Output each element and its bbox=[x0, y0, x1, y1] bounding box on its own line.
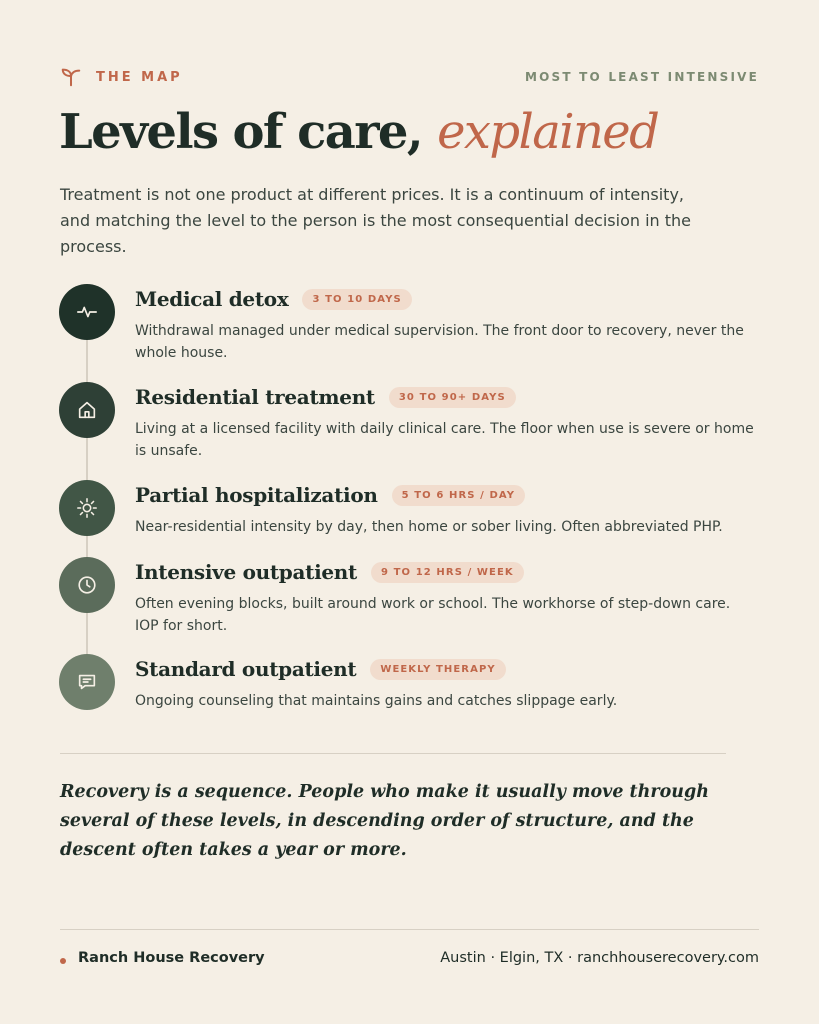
chat-icon bbox=[76, 671, 98, 693]
level-name: Medical detox bbox=[135, 287, 289, 311]
title-main: Levels of care, bbox=[59, 104, 422, 160]
closing-quote: Recovery is a sequence. People who make it usually move through several of these levels, in descending order of structure, and the descent often takes a year or more. bbox=[60, 782, 709, 860]
sprout-icon bbox=[60, 66, 82, 88]
level-icon-badge bbox=[59, 480, 115, 536]
sun-icon bbox=[76, 497, 98, 519]
contact-info: Austin · Elgin, TX · ranchhouserecovery.com bbox=[440, 950, 759, 966]
level-description: Ongoing counseling that maintains gains and catches slippage early. bbox=[135, 693, 618, 709]
level-name: Residential treatment bbox=[135, 385, 375, 409]
intro-paragraph: Treatment is not one product at different prices. It is a continuum of intensity, and matching the level to the person is the most consequential decision in the process. bbox=[60, 185, 692, 256]
brand bbox=[60, 66, 183, 88]
level-description: Near-residential intensity by day, then home or sober living. Often abbreviated PHP. bbox=[135, 519, 723, 535]
level-icon-badge bbox=[59, 284, 115, 340]
pulse-icon bbox=[76, 301, 98, 323]
duration-badge: WEEKLY THERAPY bbox=[370, 659, 505, 680]
tagline: MOST TO LEAST INTENSIVE bbox=[525, 70, 759, 84]
brand-label: THE MAP bbox=[96, 69, 183, 85]
org-name: Ranch House Recovery bbox=[78, 950, 265, 966]
level-name: Intensive outpatient bbox=[135, 560, 357, 584]
footer bbox=[60, 950, 759, 974]
section-divider bbox=[60, 753, 726, 754]
level-name: Partial hospitalization bbox=[135, 483, 378, 507]
duration-badge: 9 TO 12 HRS / WEEK bbox=[371, 562, 524, 583]
duration-badge: 30 TO 90+ DAYS bbox=[389, 387, 516, 408]
title-accent: explained bbox=[437, 104, 659, 160]
duration-badge: 5 TO 6 HRS / DAY bbox=[392, 485, 526, 506]
duration-badge: 3 TO 10 DAYS bbox=[302, 289, 411, 310]
page-title bbox=[59, 104, 658, 160]
header bbox=[60, 66, 759, 88]
level-icon-badge bbox=[59, 382, 115, 438]
home-icon bbox=[76, 399, 98, 421]
level-description: Living at a licensed facility with daily clinical care. The floor when use is severe or home is unsafe. bbox=[135, 421, 754, 459]
level-icon-badge bbox=[59, 654, 115, 710]
footer-divider bbox=[60, 929, 759, 930]
level-description: Often evening blocks, built around work or school. The workhorse of step-down care. IOP for short. bbox=[135, 596, 731, 634]
level-name: Standard outpatient bbox=[135, 657, 357, 681]
clock-icon bbox=[76, 574, 98, 596]
level-icon-badge bbox=[59, 557, 115, 613]
level-description: Withdrawal managed under medical supervision. The front door to recovery, never the whole house. bbox=[135, 323, 744, 361]
bullet-dot bbox=[60, 958, 66, 964]
